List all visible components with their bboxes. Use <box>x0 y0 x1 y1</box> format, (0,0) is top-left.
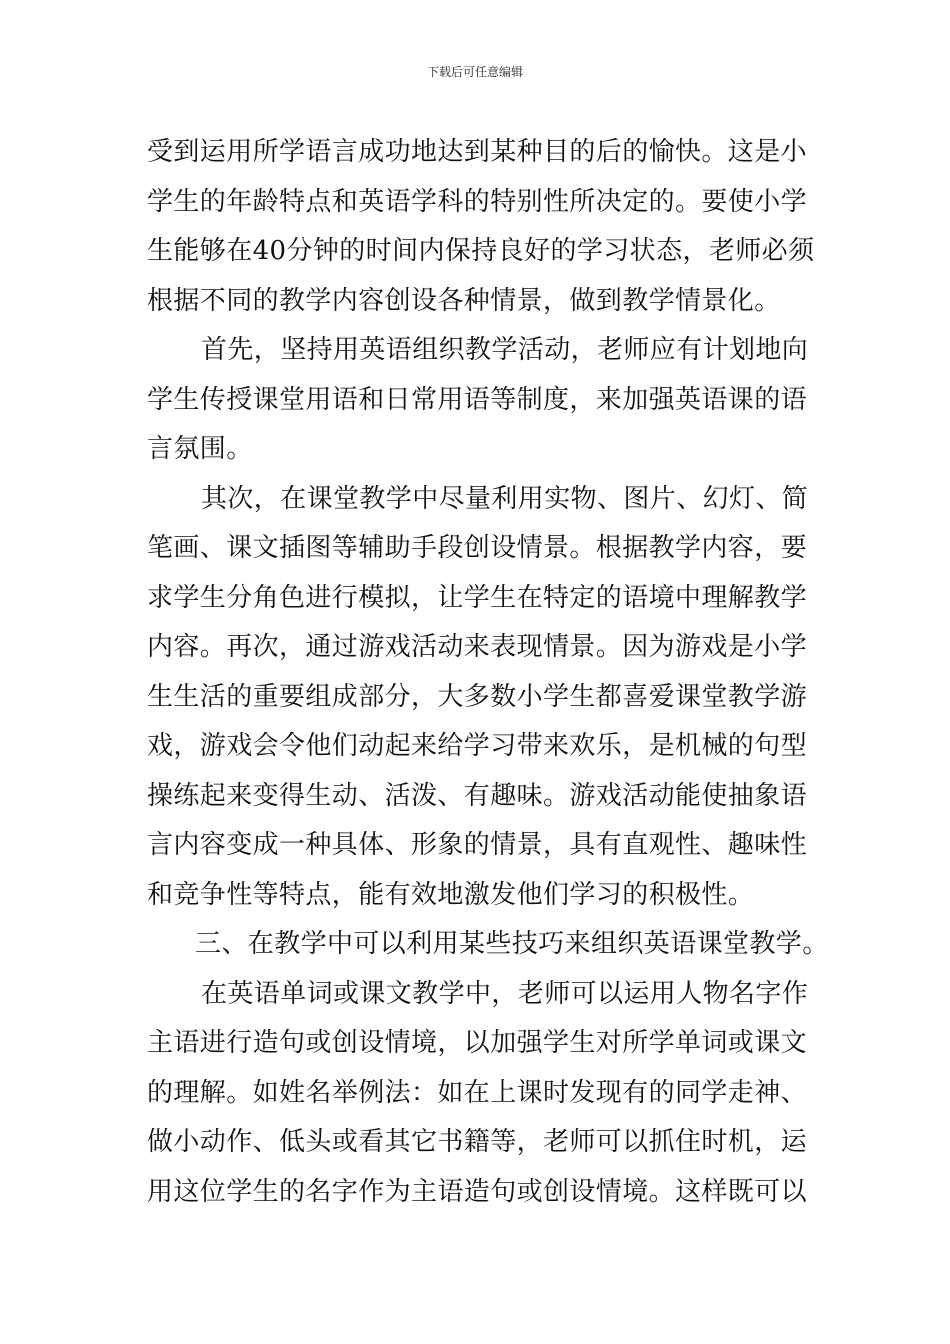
page-header: 下载后可任意编辑 <box>426 65 523 79</box>
text-line: 戏，游戏会令他们动起来给学习带来欢乐，是机械的句型 <box>147 731 808 761</box>
section-heading <box>147 920 829 970</box>
text-line: 言氛围。 <box>147 434 253 464</box>
text-line: 学生传授课堂用语和日常用语等制度，来加强英语课的语 <box>147 384 808 415</box>
text-line: 首先，坚持用英语组织教学活动，老师应有计划地向 <box>201 335 809 365</box>
text-line: 做小动作、低头或看其它书籍等，老师可以抓住时机，运 <box>147 1127 808 1157</box>
paragraph <box>147 128 815 326</box>
text-line: 主语进行造句或创设情境，以加强学生对所学单词或课文 <box>147 1028 808 1058</box>
paragraph <box>147 326 807 475</box>
text-line: 学生的年龄特点和英语学科的特别性所决定的。要使小学 <box>147 186 808 217</box>
text-line: 生生活的重要组成部分，大多数小学生都喜爱课堂教学游 <box>147 681 808 712</box>
paragraph <box>147 475 807 921</box>
text-line: 言内容变成一种具体、形象的情景，具有直观性、趣味性 <box>147 830 808 860</box>
text-line: 笔画、课文插图等辅助手段创设情景。根据教学内容，要 <box>147 533 808 563</box>
text-line: 和竞争性等特点，能有效地激发他们学习的积极性。 <box>147 879 755 910</box>
text-line: 在英语单词或课文教学中，老师可以运用人物名字作 <box>201 978 809 1009</box>
text-line: 用这位学生的名字作为主语造句或创设情境。这样既可以 <box>147 1176 808 1207</box>
text-line: 生能够在40分钟的时间内保持良好的学习状态，老师必须 <box>147 236 815 266</box>
text-line: 内容。再次，通过游戏活动来表现情景。因为游戏是小学 <box>147 632 808 662</box>
paragraph <box>147 970 807 1218</box>
text-line: 根据不同的教学内容创设各种情景，做到教学情景化。 <box>147 285 781 316</box>
text-line: 求学生分角色进行模拟，让学生在特定的语境中理解教学 <box>147 582 808 613</box>
text-line: 三、在教学中可以利用某些技巧来组织英语课堂教学。 <box>195 929 829 959</box>
document-body <box>147 128 829 1217</box>
text-line: 受到运用所学语言成功地达到某种目的后的愉快。这是小 <box>147 137 808 167</box>
text-line: 操练起来变得生动、活泼、有趣味。游戏活动能使抽象语 <box>147 780 808 811</box>
text-line: 的理解。如姓名举例法：如在上课时发现有的同学走神、 <box>147 1077 808 1108</box>
text-line: 其次，在课堂教学中尽量利用实物、图片、幻灯、简 <box>201 483 809 514</box>
